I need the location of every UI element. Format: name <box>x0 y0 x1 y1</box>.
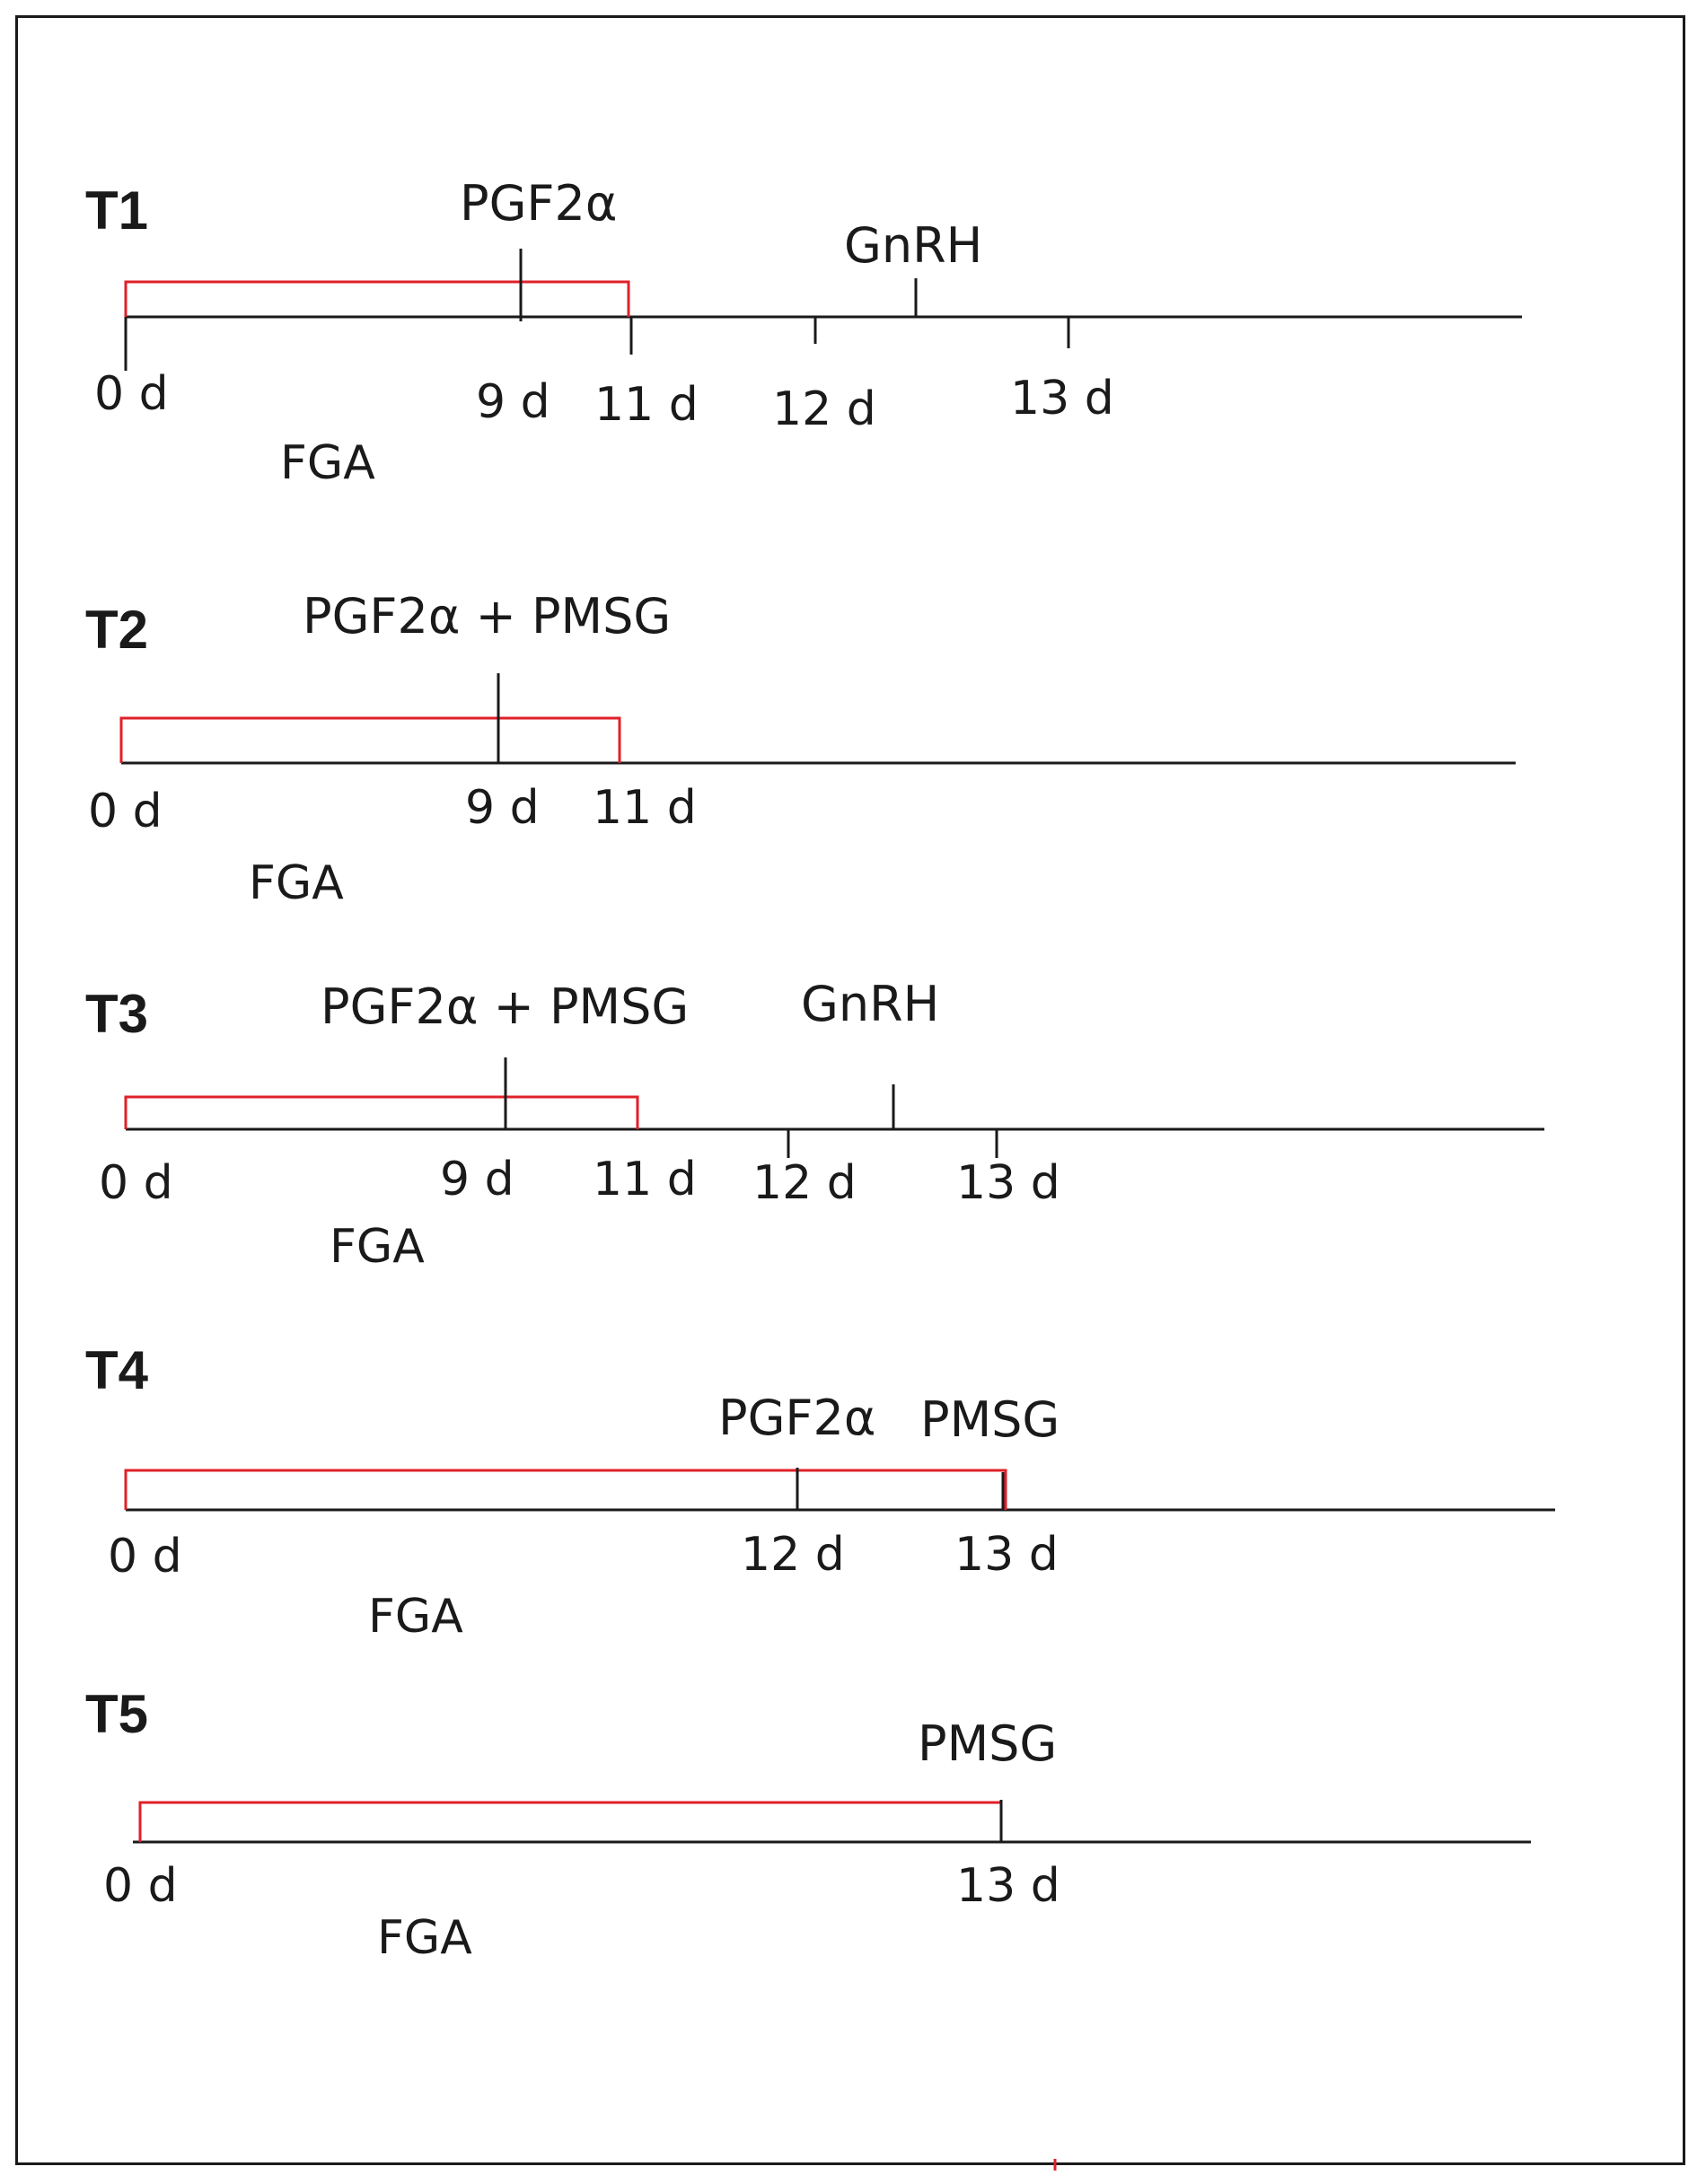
t1-day-0: 0 d <box>94 367 169 421</box>
t1-gnrh-label: GnRH <box>844 217 983 274</box>
t3-fga-bracket <box>126 1097 638 1129</box>
t3-day-0: 0 d <box>99 1156 173 1210</box>
t1-pgf-label: PGF2α <box>460 175 618 232</box>
t3-timeline <box>126 1057 1544 1158</box>
t2-day-9: 9 d <box>465 781 540 835</box>
t2-day-0: 0 d <box>88 785 163 838</box>
t1-fga-bracket <box>126 282 629 317</box>
t4-day-12: 12 d <box>741 1528 845 1582</box>
t2-fga-bracket <box>121 718 620 763</box>
t4-pgf-label: PGF2α <box>718 1390 876 1446</box>
t3-gnrh-label: GnRH <box>801 976 940 1032</box>
t2-day-11: 11 d <box>593 781 697 835</box>
t5-fga-bracket <box>140 1802 1001 1842</box>
t3-fga-label: FGA <box>330 1220 425 1274</box>
t4-fga-label: FGA <box>368 1590 463 1644</box>
t5-label: T5 <box>85 1684 149 1744</box>
t3-pgf-pmsg-label: PGF2α + PMSG <box>321 978 690 1035</box>
t5-timeline <box>133 1800 1531 1842</box>
t4-label: T4 <box>85 1340 149 1400</box>
t1-label: T1 <box>85 180 149 241</box>
t5-fga-label: FGA <box>377 1911 472 1965</box>
t1-timeline <box>126 249 1522 371</box>
t2-label: T2 <box>85 600 149 660</box>
t5-day-0: 0 d <box>103 1859 178 1913</box>
t2-pgf-pmsg-label: PGF2α + PMSG <box>303 588 672 645</box>
t1-day-9: 9 d <box>476 375 550 429</box>
t4-timeline <box>126 1468 1555 1510</box>
t4-day-13: 13 d <box>954 1528 1059 1582</box>
t1-day-12: 12 d <box>772 382 876 436</box>
t2-timeline <box>121 673 1516 763</box>
t4-pmsg-label: PMSG <box>920 1391 1060 1448</box>
t3-day-11: 11 d <box>593 1153 697 1206</box>
t3-day-13: 13 d <box>956 1156 1060 1210</box>
t4-fga-bracket <box>126 1470 1006 1510</box>
t1-day-11: 11 d <box>594 378 699 432</box>
t3-day-9: 9 d <box>440 1153 514 1206</box>
t2-fga-label: FGA <box>249 856 344 910</box>
t3-label: T3 <box>85 984 149 1044</box>
t1-fga-label: FGA <box>280 436 375 490</box>
t1-day-13: 13 d <box>1010 372 1114 425</box>
t5-day-13: 13 d <box>956 1859 1060 1913</box>
t5-pmsg-label: PMSG <box>918 1715 1058 1772</box>
t3-day-12: 12 d <box>752 1156 857 1210</box>
t4-day-0: 0 d <box>108 1530 182 1583</box>
